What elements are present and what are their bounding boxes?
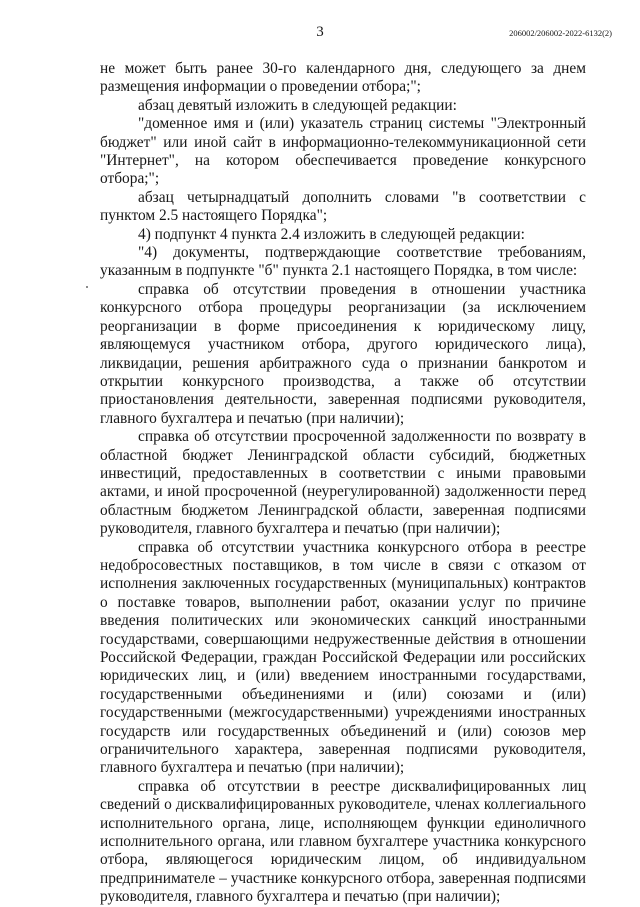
- document-body: [100, 60, 586, 907]
- document-code: 206002/206002-2022-6132(2): [509, 28, 612, 38]
- paragraph: абзац четырнадцатый дополнить словами "в соответствии с пунктом 2.5 настоящего Порядка";: [100, 188, 586, 225]
- page-number: 3: [316, 24, 324, 40]
- paragraph: "доменное имя и (или) указатель страниц системы "Электронный бюджет" или иной сайт в информационно-телекоммуникационной сети "Интернет", на котором обеспечивается проведение конкурсного отбора;";: [100, 115, 586, 188]
- paragraph: справка об отсутствии в реестре дисквалифицированных лиц сведений о дисквалифицированных руководителе, членах коллегиального исполнительного органа, лице, исполняющем функции единоличного исполнительного органа, или главном бухгалтере участника конкурсного отбора, являющегося юридическим лицом, об индивидуальном предпринимателе – участнике конкурсного отбора, заверенная подписями руководителя, главного бухгалтера и печатью (при наличии);: [100, 777, 586, 906]
- paragraph: "4) документы, подтверждающие соответствие требованиям, указанным в подпункте "б" пункта 2.1 настоящего Порядка, в том числе:: [100, 244, 586, 280]
- paragraph: абзац девятый изложить в следующей редакции:: [138, 96, 457, 114]
- scan-speck: [86, 286, 88, 288]
- paragraph: справка об отсутствии просроченной задолженности по возврату в областной бюджет Ленинградской области субсидий, бюджетных инвестиций, предоставленных в соответствии с иными правовыми актами, и иной просроченной (неурегулированной) задолженности перед областным бюджетом Ленинградской области, заверенная подписями руководителя, главного бухгалтера и печатью (при наличии);: [100, 428, 586, 538]
- paragraph: справка об отсутствии участника конкурсного отбора в реестре недобросовестных поставщиков, в том числе в связи с отказом от исполнения заключенных государственных (муниципальных) контрактов о поставке товаров, выполнении работ, оказании услуг по причине введения политических или экономических санкций иностранными государствами, совершающими недружественные действия в отношении Российской Федерации, граждан Российской Федерации или российских юридических лиц, и (или) введением иностранными государствами, государственными объединениями и (или) союзами и (или) государственными (межгосударственными) учреждениями иностранных государств или государственных объединений и (или) союзов мер ограничительного характера, заверенная подписями руководителя, главного бухгалтера и печатью (при наличии);: [100, 538, 586, 777]
- paragraph: 4) подпункт 4 пункта 2.4 изложить в следующей редакции:: [138, 225, 525, 243]
- paragraph: справка об отсутствии проведения в отношении участника конкурсного отбора процедуры реорганизации (за исключением реорганизации в форме присоединения к юридическому лицу, являющемуся участником отбора, другого юридического лица), ликвидации, решения арбитражного суда о признании банкротом и открытии конкурсного производства, а также об отсутствии приостановления деятельности, заверенная подписями руководителя, главного бухгалтера и печатью (при наличии);: [100, 280, 586, 427]
- paragraph-continuation: не может быть ранее 30-го календарного дня, следующего за днем размещения информации о проведении отбора;";: [100, 60, 586, 96]
